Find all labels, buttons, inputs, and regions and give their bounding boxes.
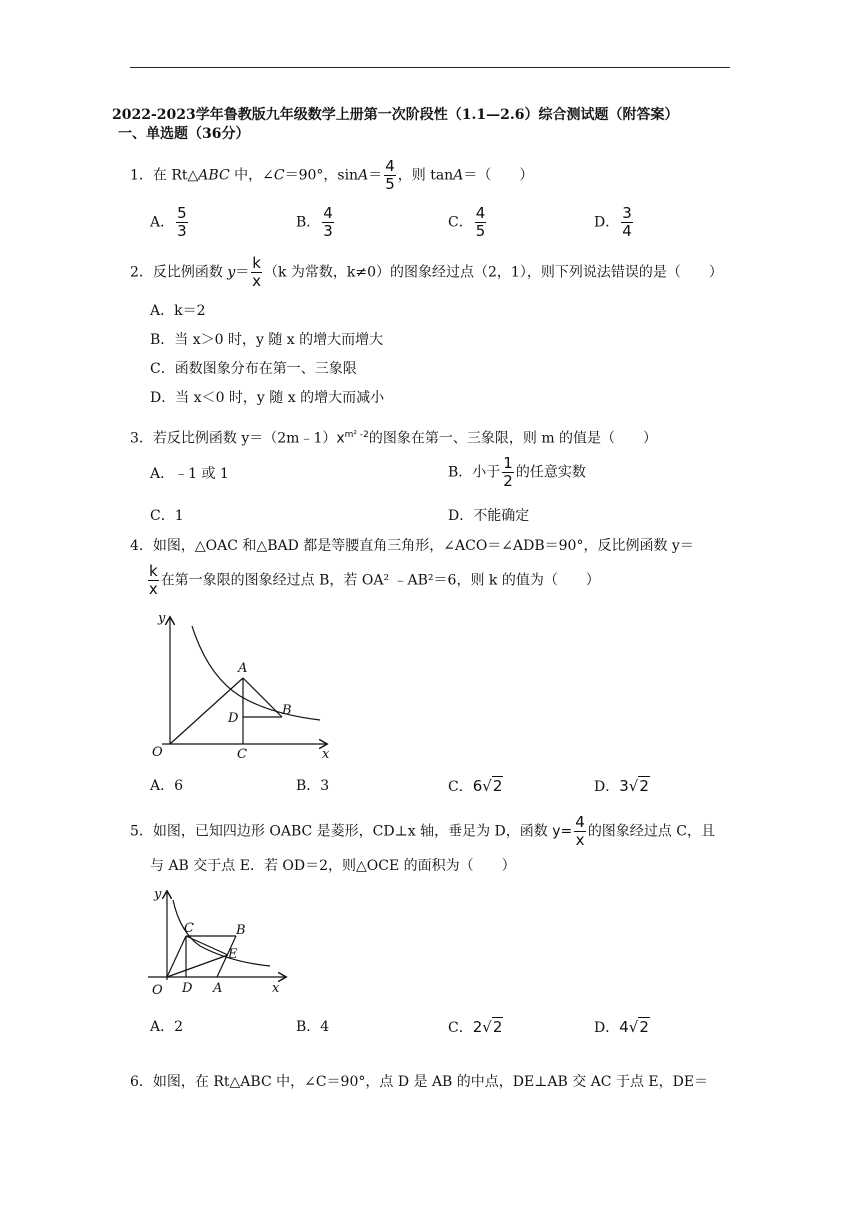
q2-option-c: C．函数图象分布在第一、三象限 <box>150 361 357 377</box>
q2-option-d: D．当 x＜0 时，y 随 x 的增大而减小 <box>150 390 385 406</box>
q5-figure <box>140 882 300 1002</box>
q4-option-b: B．3 <box>296 778 330 794</box>
label-c: C <box>184 921 194 936</box>
q1-stem: 1．在 Rt△ABC 中，∠C＝90°，sinA＝ $\frac{4}{5}$ ，则 tanA＝（ ） <box>130 157 534 193</box>
q1-sin-fraction: $\frac{4}{5}$ <box>385 157 395 193</box>
q3-option-a: A．﹣1 或 1 <box>150 466 229 482</box>
q4-option-c: C．6√2 <box>448 777 503 795</box>
q1-option-a: A． $\frac{5}{3}$ <box>150 204 187 240</box>
q3-option-b: B．小于 $\frac{1}{2}$ 的任意实数 <box>448 454 586 490</box>
q3-option-c: C．1 <box>150 508 184 524</box>
label-d: D <box>228 711 239 726</box>
q4-stem-line1: 4．如图，△OAC 和△BAD 都是等腰直角三角形，∠ACO＝∠ADB＝90°，反比例函数 y＝ <box>130 538 694 554</box>
label-o: O <box>152 745 163 760</box>
q2-stem: 2．反比例函数 y＝ $\frac{k}{x}$ （k 为常数，k≠0）的图象经过点（2，1），则下列说法错误的是（ ） <box>130 254 723 290</box>
q5-fraction: $\frac{4}{x}$ <box>575 813 585 849</box>
label-y: y <box>154 887 162 902</box>
q1-option-d: D． $\frac{3}{4}$ <box>594 204 632 240</box>
q5-option-d: D．4√2 <box>594 1018 649 1036</box>
q4-figure <box>140 606 340 766</box>
label-x: x <box>322 747 330 762</box>
label-a: A <box>238 661 248 676</box>
q2-fraction: $\frac{k}{x}$ <box>252 254 262 290</box>
header-rule <box>130 67 730 68</box>
q1-option-b: B． $\frac{4}{3}$ <box>296 204 333 240</box>
label-y: y <box>158 611 166 626</box>
q4-option-a: A．6 <box>150 778 184 794</box>
label-x: x <box>272 981 280 996</box>
q1-option-c: C． $\frac{4}{5}$ <box>448 204 486 240</box>
q3-option-d: D．不能确定 <box>448 508 530 524</box>
q5-stem-line1: 5．如图，已知四边形 OABC 是菱形，CD⊥x 轴，垂足为 D，函数 y= $\frac{4}{x}$ 的图象经过点 C，且 <box>130 813 715 849</box>
q2-option-b: B．当 x＞0 时，y 随 x 的增大而增大 <box>150 332 384 348</box>
label-o: O <box>152 983 163 998</box>
q2-option-a: A．k＝2 <box>150 303 206 319</box>
q6-stem-line1: 6．如图，在 Rt△ABC 中，∠C＝90°，点 D 是 AB 的中点，DE⊥AB 交 AC 于点 E，DE＝ <box>130 1074 709 1090</box>
q4-option-d: D．3√2 <box>594 777 649 795</box>
q5-option-c: C．2√2 <box>448 1018 503 1036</box>
label-c: C <box>237 747 247 762</box>
q4-stem-line2: $\frac{k}{x}$ 在第一象限的图象经过点 B，若 OA² ﹣AB²＝6，则 k 的值为（ ） <box>148 562 600 598</box>
q3-stem: 3．若反比例函数 $y=(2m﹣1)x^{m^2 -2}$的图象在第一、三象限，则 m 的值是（ ） <box>130 430 658 447</box>
hyperbola-curve <box>192 626 320 720</box>
section-heading: 一、单选题（36分） <box>118 126 250 142</box>
label-b: B <box>236 923 246 938</box>
page-title: 2022-2023学年鲁教版九年级数学上册第一次阶段性（1.1—2.6）综合测试题（附答案） <box>112 107 679 123</box>
label-e: E <box>228 947 238 962</box>
q5-option-b: B．4 <box>296 1019 330 1035</box>
q5-option-a: A．2 <box>150 1019 184 1035</box>
label-b: B <box>282 703 292 718</box>
label-d: D <box>182 981 193 996</box>
label-a: A <box>213 981 223 996</box>
q5-stem-line2: 与 AB 交于点 E．若 OD＝2，则△OCE 的面积为（ ） <box>150 858 516 874</box>
